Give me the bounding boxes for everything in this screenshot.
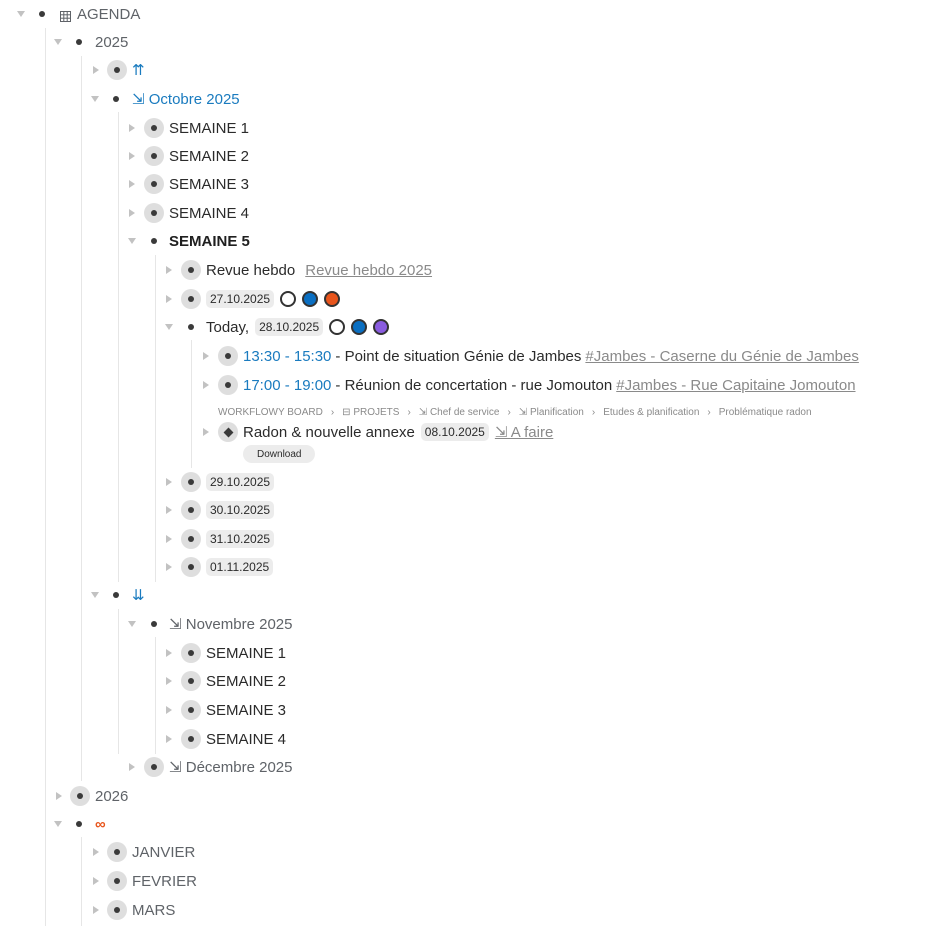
- bullet-infinity[interactable]: [69, 814, 89, 834]
- date-chip[interactable]: 08.10.2025: [421, 423, 489, 441]
- bullet-collapsed[interactable]: [144, 174, 164, 194]
- date-chip[interactable]: 27.10.2025: [206, 290, 274, 308]
- expand-toggle-icon[interactable]: [128, 238, 136, 244]
- collapse-toggle-icon[interactable]: [203, 352, 209, 360]
- event-time: 13:30 - 15:30: [243, 347, 332, 365]
- day-item[interactable]: [206, 498, 274, 522]
- event-item[interactable]: [243, 373, 856, 397]
- expand-toggle-icon[interactable]: [54, 39, 62, 45]
- collapse-toggle-icon[interactable]: [93, 66, 99, 74]
- collapse-toggle-icon[interactable]: [129, 763, 135, 771]
- guide-line: [45, 28, 46, 926]
- chevron-right-icon: ›: [407, 406, 411, 418]
- bullet-collapsed[interactable]: [144, 118, 164, 138]
- status-circle-orange[interactable]: [324, 291, 340, 307]
- bullet-november[interactable]: [144, 614, 164, 634]
- bullet-agenda[interactable]: [32, 4, 52, 24]
- bullet-collapsed[interactable]: [181, 671, 201, 691]
- today-item[interactable]: [206, 315, 389, 339]
- expand-toggle-icon[interactable]: [54, 821, 62, 827]
- collapse-toggle-icon[interactable]: [93, 906, 99, 914]
- event-time: 17:00 - 19:00: [243, 376, 332, 394]
- collapse-toggle-icon[interactable]: [166, 649, 172, 657]
- bullet-collapsed[interactable]: [181, 557, 201, 577]
- bullet-collapsed[interactable]: [107, 60, 127, 80]
- event-title: - Réunion de concertation - rue Jomouton: [335, 376, 613, 394]
- collapse-toggle-icon[interactable]: [93, 877, 99, 885]
- guide-line: [81, 837, 82, 926]
- bullet-collapsed[interactable]: [181, 289, 201, 309]
- november-2025[interactable]: ⇲ Novembre 2025: [169, 616, 293, 633]
- guide-line: [118, 609, 119, 754]
- radon-item[interactable]: [243, 420, 553, 444]
- event-tag[interactable]: #Jambes - Rue Capitaine Jomouton: [616, 376, 856, 394]
- bullet-collapsed[interactable]: [107, 842, 127, 862]
- breadcrumb-item[interactable]: Etudes & planification: [603, 406, 700, 418]
- bullet-nav-down[interactable]: [106, 585, 126, 605]
- collapse-toggle-icon[interactable]: [166, 478, 172, 486]
- collapse-toggle-icon[interactable]: [166, 677, 172, 685]
- collapse-toggle-icon[interactable]: [166, 266, 172, 274]
- bullet-collapsed[interactable]: [218, 375, 238, 395]
- week-item[interactable]: SEMAINE 1: [206, 644, 287, 662]
- agenda-label: AGENDA: [77, 5, 141, 23]
- event-tag[interactable]: #Jambes - Caserne du Génie de Jambes: [585, 347, 859, 365]
- collapse-toggle-icon[interactable]: [166, 706, 172, 714]
- date-chip[interactable]: 29.10.2025: [206, 473, 274, 491]
- bullet-collapsed[interactable]: [107, 900, 127, 920]
- revue-hebdo-item[interactable]: [206, 258, 432, 282]
- today-label: Today,: [206, 318, 250, 336]
- day-27-item[interactable]: [206, 287, 340, 311]
- revue-text: Revue hebdo: [206, 261, 296, 279]
- day-item[interactable]: [206, 470, 274, 494]
- breadcrumb-item[interactable]: ⇲ Planification: [518, 406, 584, 418]
- revue-link[interactable]: Revue hebdo 2025: [305, 261, 433, 279]
- chevron-right-icon: ›: [507, 406, 511, 418]
- collapse-toggle-icon[interactable]: [166, 295, 172, 303]
- bullet-collapsed[interactable]: [70, 786, 90, 806]
- year-2026[interactable]: 2026: [95, 787, 129, 805]
- december-2025[interactable]: ⇲ Décembre 2025: [169, 759, 293, 776]
- guide-line: [155, 255, 156, 582]
- bullet-collapsed[interactable]: [181, 729, 201, 749]
- bullet-collapsed[interactable]: [181, 472, 201, 492]
- radon-title: Radon & nouvelle annexe: [243, 423, 415, 441]
- collapse-toggle-icon[interactable]: [166, 563, 172, 571]
- status-circle-white[interactable]: [329, 319, 345, 335]
- collapse-toggle-icon[interactable]: [203, 428, 209, 436]
- guide-line: [81, 56, 82, 781]
- agenda-title[interactable]: [60, 2, 140, 26]
- diamond-icon: [223, 427, 233, 437]
- bullet-collapsed[interactable]: [107, 871, 127, 891]
- status-circle-blue[interactable]: [302, 291, 318, 307]
- week-item[interactable]: SEMAINE 2: [206, 672, 287, 690]
- bullet-collapsed[interactable]: [181, 643, 201, 663]
- week-item[interactable]: SEMAINE 4: [206, 730, 287, 748]
- collapse-toggle-icon[interactable]: [129, 180, 135, 188]
- mirror-bullet[interactable]: [218, 422, 238, 442]
- chevron-right-icon: ›: [707, 406, 711, 418]
- chevron-right-icon: ›: [591, 406, 596, 418]
- collapse-toggle-icon[interactable]: [56, 792, 62, 800]
- status-circle-purple[interactable]: [373, 319, 389, 335]
- week-item[interactable]: SEMAINE 3: [206, 701, 287, 719]
- breadcrumb-item[interactable]: ⊟ PROJETS: [342, 406, 400, 418]
- collapse-toggle-icon[interactable]: [203, 381, 209, 389]
- grid-icon: [60, 9, 71, 20]
- week-item[interactable]: SEMAINE 4: [169, 204, 250, 222]
- chevron-right-icon: ›: [330, 406, 335, 418]
- status-circle-white[interactable]: [280, 291, 296, 307]
- breadcrumb: [218, 405, 812, 419]
- october-2025[interactable]: ⇲ Octobre 2025: [132, 91, 240, 108]
- guide-line: [191, 340, 192, 468]
- expand-toggle-icon[interactable]: [91, 592, 99, 598]
- expand-toggle-icon[interactable]: [91, 96, 99, 102]
- event-item[interactable]: [243, 344, 859, 368]
- expand-toggle-icon[interactable]: [17, 11, 25, 17]
- breadcrumb-item[interactable]: ⇲ Chef de service: [418, 406, 500, 418]
- day-item[interactable]: [206, 527, 274, 551]
- guide-line: [155, 637, 156, 754]
- expand-toggle-icon[interactable]: [128, 621, 136, 627]
- bullet-collapsed[interactable]: [144, 146, 164, 166]
- date-chip[interactable]: 01.11.2025: [206, 558, 273, 576]
- bullet-collapsed[interactable]: [144, 203, 164, 223]
- bullet-collapsed[interactable]: [181, 260, 201, 280]
- nav-up-item[interactable]: ⇈: [132, 62, 145, 79]
- day-item[interactable]: [206, 555, 273, 579]
- bullet-collapsed[interactable]: [218, 346, 238, 366]
- year-2025[interactable]: 2025: [95, 33, 129, 51]
- collapse-toggle-icon[interactable]: [166, 735, 172, 743]
- month-item[interactable]: MARS: [132, 901, 176, 919]
- collapse-toggle-icon[interactable]: [129, 209, 135, 217]
- guide-line: [118, 112, 119, 582]
- bullet-2025[interactable]: [69, 32, 89, 52]
- date-chip[interactable]: 30.10.2025: [206, 501, 274, 519]
- expand-toggle-icon[interactable]: [165, 324, 173, 330]
- bullet-today[interactable]: [181, 317, 201, 337]
- week-item[interactable]: SEMAINE 1: [169, 119, 250, 137]
- month-item[interactable]: JANVIER: [132, 843, 196, 861]
- bullet-collapsed[interactable]: [181, 529, 201, 549]
- date-chip[interactable]: 31.10.2025: [206, 530, 274, 548]
- nav-down-item[interactable]: ⇊: [132, 587, 145, 604]
- date-chip[interactable]: 28.10.2025: [255, 318, 323, 336]
- infinity-item[interactable]: ∞: [95, 815, 106, 833]
- week-5[interactable]: SEMAINE 5: [169, 232, 250, 250]
- breadcrumb-item[interactable]: Problématique radon: [718, 406, 812, 418]
- bullet-collapsed[interactable]: [181, 500, 201, 520]
- bullet-collapsed[interactable]: [181, 700, 201, 720]
- status-link[interactable]: ⇲ A faire: [494, 424, 554, 441]
- bullet-collapsed[interactable]: [144, 757, 164, 777]
- bullet-week5[interactable]: [144, 231, 164, 251]
- download-button[interactable]: Download: [243, 445, 315, 463]
- bullet-october[interactable]: [106, 89, 126, 109]
- week-item[interactable]: SEMAINE 2: [169, 147, 250, 165]
- month-item[interactable]: FEVRIER: [132, 872, 198, 890]
- breadcrumb-item[interactable]: WORKFLOWY BOARD: [218, 406, 323, 418]
- event-title: - Point de situation Génie de Jambes: [335, 347, 582, 365]
- collapse-toggle-icon[interactable]: [93, 848, 99, 856]
- collapse-toggle-icon[interactable]: [129, 152, 135, 160]
- status-circle-blue[interactable]: [351, 319, 367, 335]
- collapse-toggle-icon[interactable]: [129, 124, 135, 132]
- collapse-toggle-icon[interactable]: [166, 535, 172, 543]
- collapse-toggle-icon[interactable]: [166, 506, 172, 514]
- week-item[interactable]: SEMAINE 3: [169, 175, 250, 193]
